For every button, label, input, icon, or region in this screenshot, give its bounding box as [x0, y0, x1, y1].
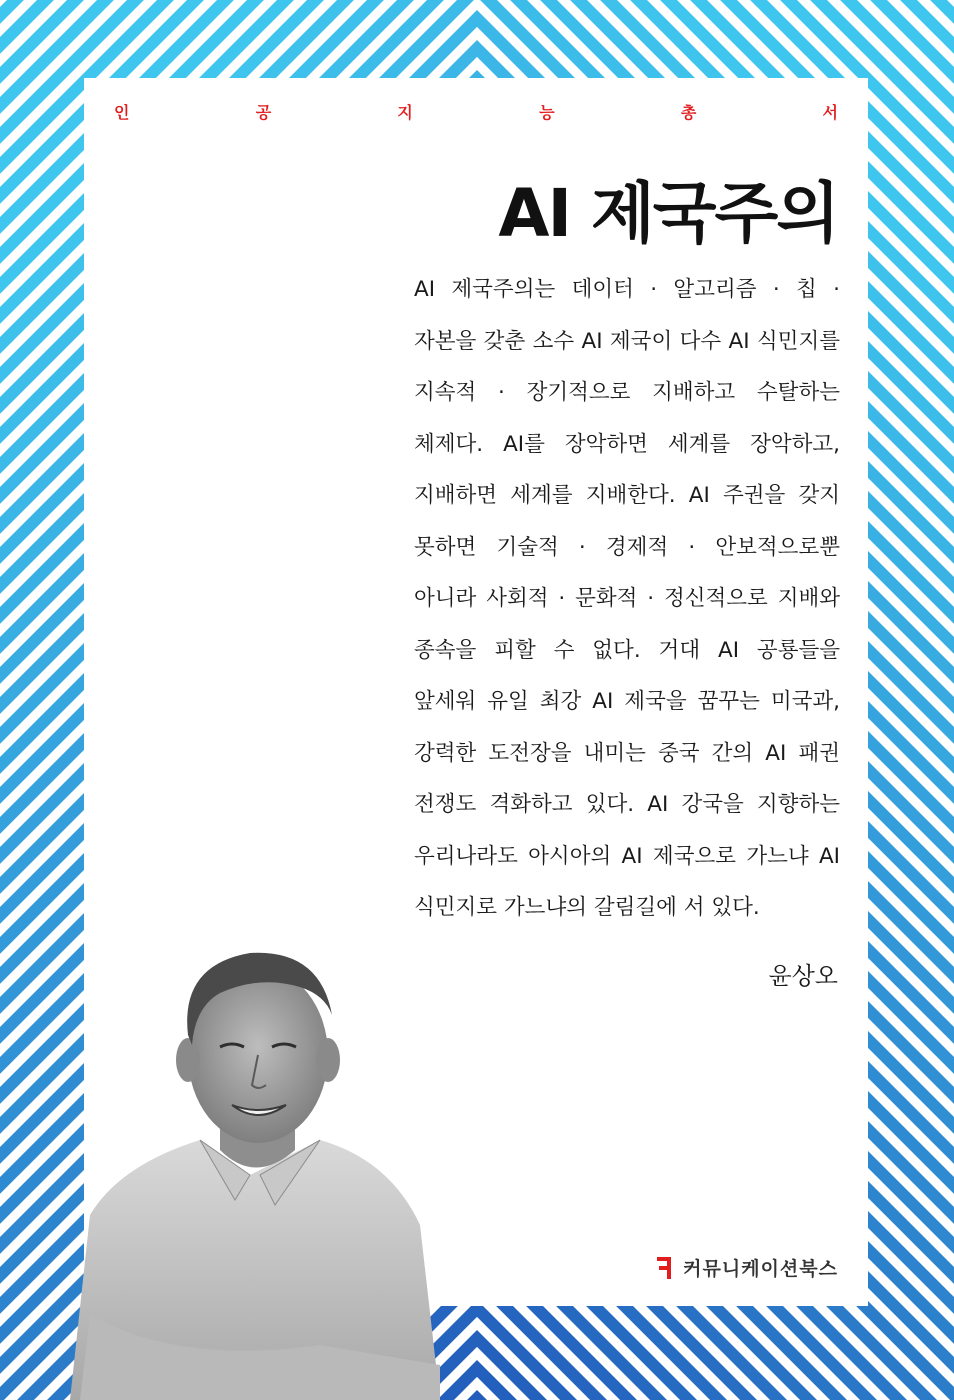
series-char: 능	[539, 103, 555, 122]
book-title: AI 제국주의	[498, 175, 838, 252]
series-label	[114, 100, 838, 123]
author-portrait	[60, 935, 460, 1400]
series-char: 총	[680, 103, 697, 122]
series-char: 지	[397, 103, 413, 122]
author-name: 윤상오	[768, 962, 838, 990]
book-description: AI 제국주의는 데이터 · 알고리즘 · 칩 · 자본을 갖춘 소수 AI 제국이 다수 AI 식민지를 지속적 · 장기적으로 지배하고 수탈하는 체제다. AI를 장악하면 세계를 장악하고, 지배하면 세계를 지배한다. AI 주권을 갖지 못하면 기술적 · 경제적 · 안보적으로뿐 아니라 사회적 · 문화적 · 정신적으로 지배와 종속을 피할 수 없다. 거대 AI 공룡들을 앞세워 유일 최강 AI 제국을 꿈꾸는 미국과, 강력한 도전장을 내미는 중국 간의 AI 패권 전쟁도 격화하고 있다. AI 강국을 지향하는 우리나라도 아시아의 AI 제국으로 가느냐 AI 식민지로 가느냐의 갈림길에 서 있다.	[414, 277, 840, 920]
series-char: 공	[255, 103, 272, 122]
publisher-name: 커뮤니케이션북스	[683, 1258, 838, 1280]
series-char: 인	[114, 103, 130, 122]
publisher-block	[657, 1254, 838, 1281]
series-char: 서	[822, 103, 838, 122]
publisher-logo-icon	[657, 1257, 675, 1279]
